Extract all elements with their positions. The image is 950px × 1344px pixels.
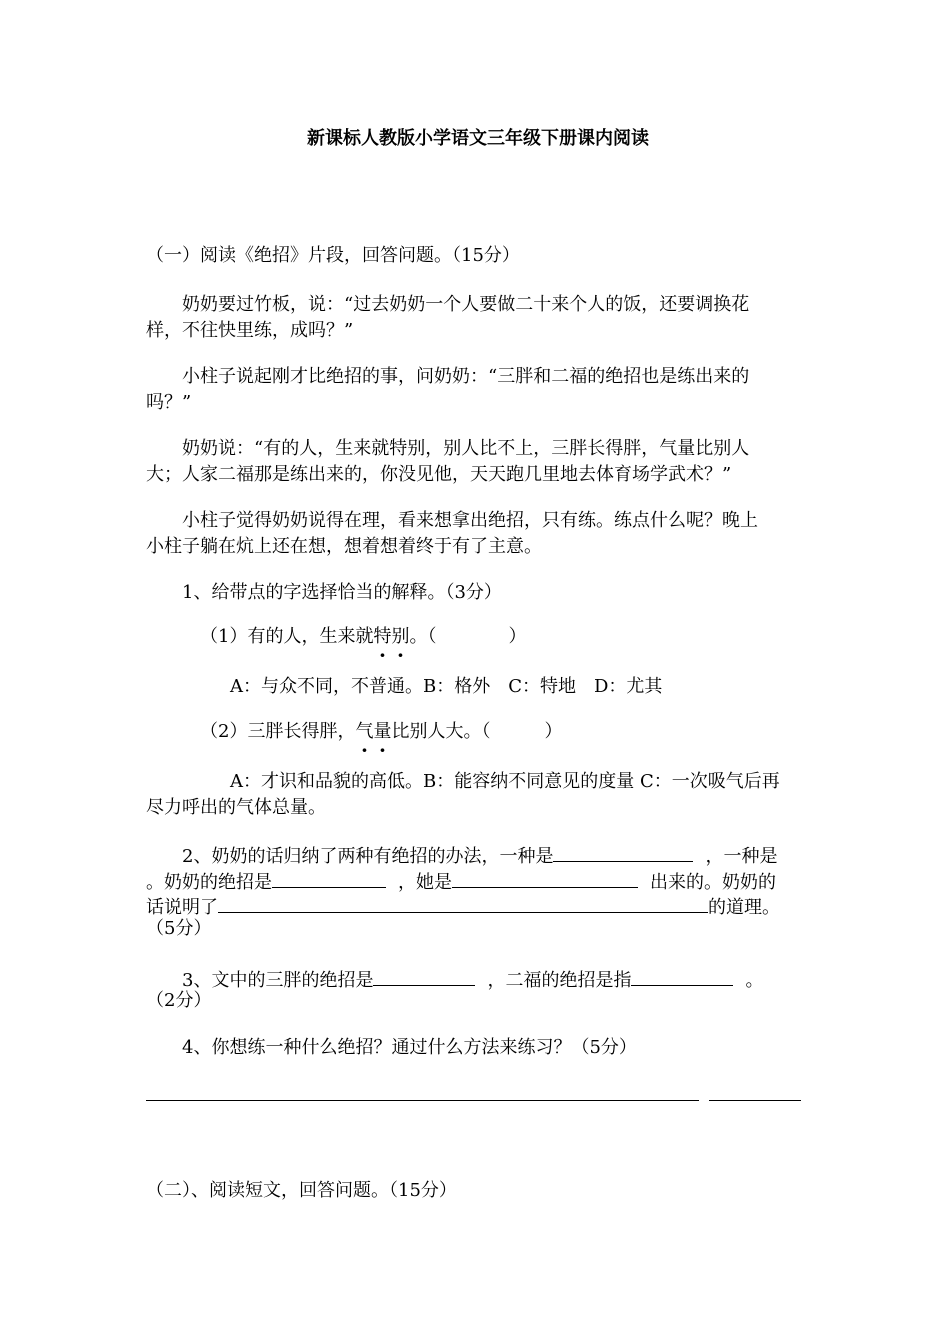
question-1-sub-1-options: A：与众不同，不普通。B：格外 C：特地 D：尤其 bbox=[230, 676, 663, 697]
question-3-score: （2分） bbox=[146, 990, 212, 1011]
question-1-sub-2 bbox=[200, 721, 562, 743]
question-2-line-3 bbox=[146, 894, 780, 919]
answer-blank[interactable] bbox=[218, 894, 708, 913]
passage-paragraph-4-line-1: 小柱子觉得奶奶说得在理，看来想拿出绝招，只有练。练点什么呢？晚上 bbox=[182, 510, 758, 531]
dotted-char: 量 bbox=[373, 721, 392, 742]
answer-blank[interactable] bbox=[553, 843, 693, 862]
answer-blank[interactable] bbox=[373, 967, 475, 986]
question-4-stem: 4、你想练一种什么绝招？通过什么方法来练习？（5分） bbox=[182, 1037, 637, 1058]
answer-blank[interactable] bbox=[452, 869, 638, 888]
dotted-char: 气 bbox=[355, 721, 374, 742]
q3-text: 。 bbox=[745, 970, 764, 991]
section1-heading: （一）阅读《绝招》片段，回答问题。（15分） bbox=[146, 245, 520, 266]
sub-2-text: （2）三胖长得胖， bbox=[200, 721, 356, 742]
q2-text: ，她是 bbox=[398, 872, 452, 893]
sub-1-text: （1）有的人，生来就 bbox=[200, 626, 374, 647]
passage-paragraph-1-line-1: 奶奶要过竹板，说：“过去奶奶一个人要做二十来个人的饭，还要调换花 bbox=[182, 294, 750, 315]
q2-text: 的道理。 bbox=[708, 897, 780, 918]
answer-blank[interactable] bbox=[631, 967, 733, 986]
question-2-score: （5分） bbox=[146, 918, 212, 939]
question-1-sub-2-options-line-2: 尽力呼出的气体总量。 bbox=[146, 797, 326, 818]
question-2-line-1 bbox=[182, 843, 777, 868]
q2-text: 出来的。奶奶的 bbox=[650, 872, 776, 893]
passage-paragraph-4-line-2: 小柱子躺在炕上还在想，想着想着终于有了主意。 bbox=[146, 536, 542, 557]
q2-text: ，一种是 bbox=[705, 846, 778, 867]
q2-text: 2、奶奶的话归纳了两种有绝招的办法，一种是 bbox=[182, 846, 554, 867]
q3-text: ，二福的绝招是指 bbox=[487, 970, 632, 991]
q2-text: 话说明了 bbox=[146, 897, 218, 918]
dotted-char: 特 bbox=[373, 626, 392, 647]
question-1-stem: 1、给带点的字选择恰当的解释。（3分） bbox=[182, 582, 502, 603]
question-1-sub-1 bbox=[200, 626, 526, 648]
answer-bracket[interactable]: 比别人大。（ ） bbox=[391, 721, 563, 742]
passage-paragraph-2-line-1: 小柱子说起刚才比绝招的事，问奶奶：“三胖和二福的绝招也是练出来的 bbox=[182, 366, 750, 387]
answer-line[interactable] bbox=[709, 1100, 801, 1101]
q2-text: 。奶奶的绝招是 bbox=[146, 872, 272, 893]
question-3-line-1 bbox=[182, 967, 763, 992]
passage-paragraph-1-line-2: 样，不往快里练，成吗？” bbox=[146, 320, 354, 341]
answer-bracket[interactable]: 。（ ） bbox=[409, 626, 527, 647]
q3-text: 3、文中的三胖的绝招是 bbox=[182, 970, 374, 991]
question-1-sub-2-options-line-1: A：才识和品貌的高低。B：能容纳不同意见的度量 C：一次吸气后再 bbox=[230, 771, 780, 792]
answer-blank[interactable] bbox=[272, 869, 386, 888]
answer-line[interactable] bbox=[146, 1100, 699, 1101]
passage-paragraph-3-line-1: 奶奶说：“有的人，生来就特别，别人比不上，三胖长得胖，气量比别人 bbox=[182, 438, 750, 459]
dotted-char: 别 bbox=[391, 626, 410, 647]
section2-heading: （二）、阅读短文，回答问题。（15分） bbox=[146, 1180, 457, 1201]
passage-paragraph-3-line-2: 大；人家二福那是练出来的，你没见他，天天跑几里地去体育场学武术？” bbox=[146, 464, 732, 485]
page-title: 新课标人教版小学语文三年级下册课内阅读 bbox=[307, 128, 649, 149]
question-2-line-2 bbox=[146, 869, 776, 894]
passage-paragraph-2-line-2: 吗？” bbox=[146, 392, 192, 413]
